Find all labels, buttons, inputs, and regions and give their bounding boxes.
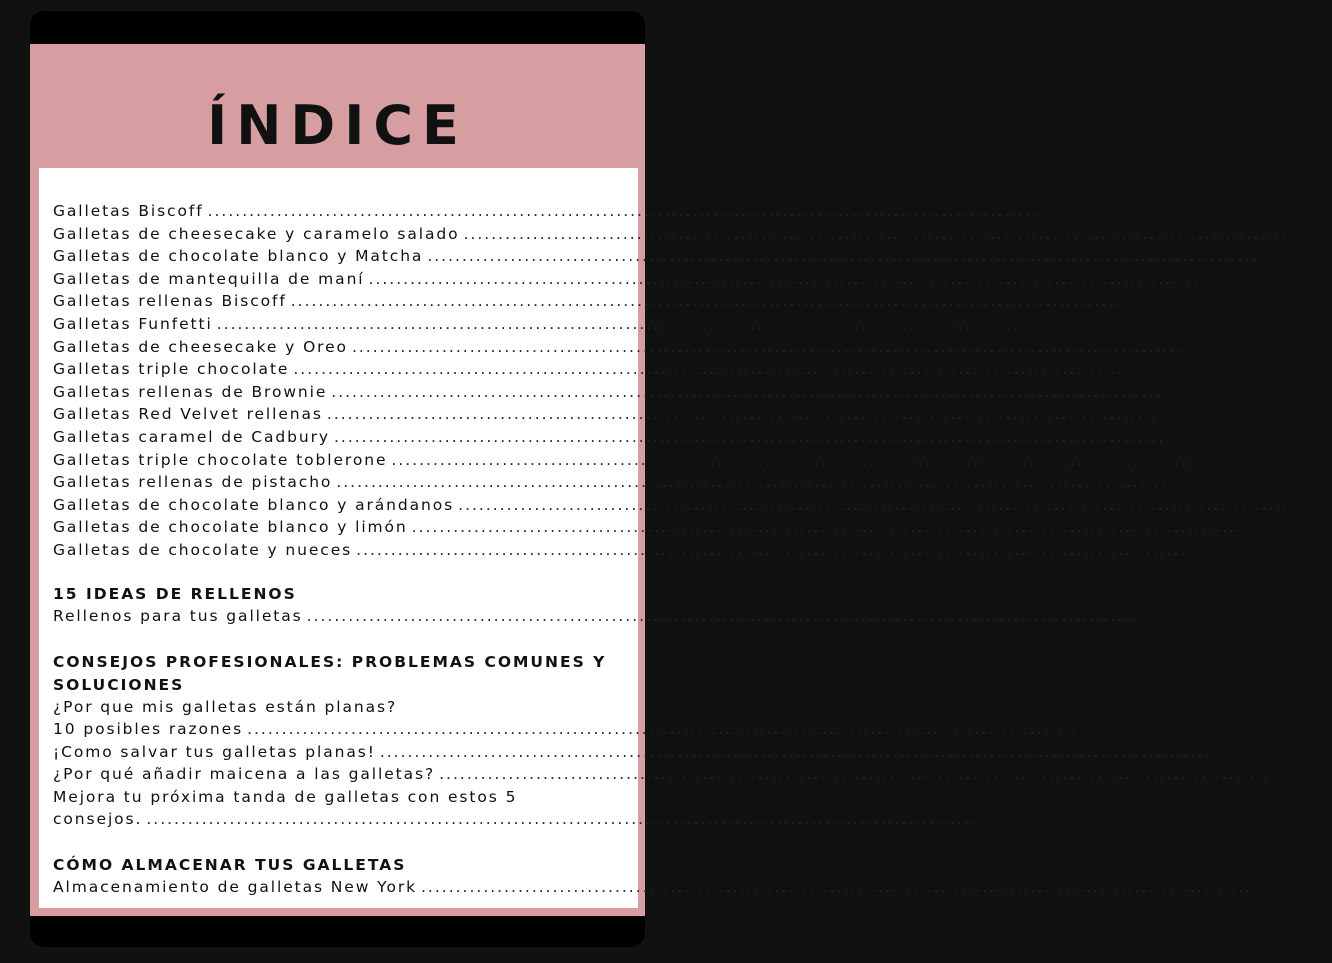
index-entry[interactable] [53,337,1213,360]
index-entry[interactable] [53,292,1152,314]
index-entry-almacenar[interactable] [53,878,1295,900]
entry-label: ¿Por qué añadir maicena a las galletas? [53,765,436,783]
entry-label: Galletas rellenas de Brownie [53,382,328,401]
entry-leader-dots: ........................................................................................................................ [458,495,1290,514]
index-entry[interactable] [53,428,1208,450]
index-entry-rellenos[interactable] [53,607,1181,629]
index-entry-q4-line1[interactable]: Mejora tu próxima tanda de galletas con estos 5 [53,788,518,806]
entry-label: Galletas triple chocolate [53,360,290,379]
entry-label: Galletas de cheesecake y Oreo [53,337,348,356]
entry-page-number: 95 [1128,360,1155,379]
entry-label: Galletas de mantequilla de maní [53,269,365,288]
entry-page-number: 143 [1274,765,1313,783]
entry-leader-dots: ........................................................................................................................ [351,337,1184,356]
index-entry[interactable] [53,541,1230,563]
index-entry[interactable] [53,495,1332,518]
entry-leader-dots: ........................................................................................................................ [463,224,1295,243]
entry-label: Galletas triple chocolate toblerone [53,450,388,469]
entry-leader-dots: ........................................................................................................................ [368,269,1200,288]
entry-leader-dots: ........................................................................................................................ [306,607,1138,625]
section-heading-almacenar: CÓMO ALMACENAR TUS GALLETAS [53,856,407,874]
entry-page-number: 142 [1215,743,1254,761]
entry-leader-dots: ........................................................................................................................ [331,382,1163,401]
entry-leader-dots: ........................................................................................................................ [411,518,1243,537]
index-entry-q1-line1[interactable]: ¿Por que mis galletas están planas? [53,698,398,716]
index-entry[interactable] [53,247,1289,269]
section-heading-consejos-line1: CONSEJOS PROFESIONALES: PROBLEMAS COMUNES Y [53,653,607,671]
index-entry[interactable] [53,315,1078,337]
index-entry-q4[interactable] [53,810,1020,832]
entry-page-number: 82 [1203,269,1230,288]
entry-label: Galletas de cheesecake y caramelo salado [53,224,460,243]
index-entry[interactable] [53,450,1266,473]
index-entry[interactable] [53,224,1325,247]
entry-label: Galletas de chocolate y nueces [53,541,353,559]
entry-leader-dots: ........................................................................................................................ [146,810,978,828]
entry-leader-dots: ........................................................................................................................ [247,720,1079,738]
index-entry-q2[interactable] [53,743,1254,765]
entry-page-number: 72 [1042,202,1069,220]
entry-page-number: 150 [1256,878,1295,896]
entry-label: Galletas rellenas Biscoff [53,292,287,311]
entry-leader-dots: ........................................................................................................................ [293,360,1125,379]
entry-page-number: 75 [1298,224,1325,243]
entry-label: Galletas Funfetti [53,315,213,333]
entry-label: ¡Como salvar tus galletas planas! [53,743,376,761]
index-entry[interactable] [53,382,1193,405]
entry-page-number: 125 [1141,607,1181,625]
entry-leader-dots: ........................................................................................................................ [336,473,1168,492]
index-entry[interactable] [53,202,1069,224]
entry-page-number: 102 [1162,405,1201,424]
entry-page-number: 106 [1169,428,1208,446]
entry-leader-dots: ........................................................................................................................ [333,428,1166,446]
page-title: ÍNDICE [207,94,468,157]
entry-page-number: 144 [981,810,1020,828]
index-entry[interactable] [53,473,1210,495]
entry-leader-dots: ........................................................................................................................ [326,405,1159,424]
entry-leader-dots: ........................................................................................................................ [207,202,1039,220]
entry-page-number: 121 [1191,541,1230,559]
entry-page-number: 112 [1171,473,1210,492]
section-heading-consejos-line2: SOLUCIONES [53,676,185,694]
entry-page-number: 135 [1082,720,1121,738]
entry-page-number: 85 [1125,292,1152,311]
entry-label: Galletas Biscoff [53,202,204,220]
entry-leader-dots: ........................................................................................................................ [420,878,1253,896]
entry-leader-dots: ........................................................................................................................ [439,765,1271,783]
entry-page-number: 78 [1262,247,1289,266]
entry-page-number: 115 [1293,495,1332,514]
entry-page-number: 88 [1051,315,1078,333]
entry-label: consejos. [53,810,143,828]
entry-label: 10 posibles razones [53,720,244,738]
index-entry[interactable] [53,360,1155,382]
entry-leader-dots: ........................................................................................................................ [391,450,1223,469]
entry-label: Galletas de chocolate blanco y limón [53,518,408,537]
entry-page-number: 109 [1226,450,1266,469]
entry-leader-dots: ........................................................................................................................ [356,541,1188,559]
index-entry-q3[interactable] [53,765,1313,787]
entry-label: Galletas de chocolate blanco y Matcha [53,247,424,266]
index-entry[interactable] [53,518,1286,540]
entry-page-number: 99 [1166,382,1193,401]
entry-label: Galletas rellenas de pistacho [53,473,333,492]
entry-label: Galletas caramel de Cadbury [53,428,330,446]
section-heading-rellenos: 15 IDEAS DE RELLENOS [53,585,297,603]
entry-leader-dots: ........................................................................................................................ [290,292,1122,311]
index-entry-q1[interactable] [53,720,1121,742]
entry-page-number: 118 [1246,518,1286,537]
entry-label: Galletas de chocolate blanco y arándanos [53,495,455,514]
entry-leader-dots: ........................................................................................................................ [216,315,1048,333]
entry-label: Almacenamiento de galletas New York [53,878,417,896]
index-entry[interactable] [53,269,1230,292]
entry-label: Galletas Red Velvet rellenas [53,405,323,424]
entry-page-number: 91 [1187,337,1213,356]
entry-label: Rellenos para tus galletas [53,607,303,625]
entry-leader-dots: ........................................................................................................................ [427,247,1259,266]
index-entry[interactable] [53,405,1201,427]
entry-leader-dots: ........................................................................................................................ [379,743,1212,761]
